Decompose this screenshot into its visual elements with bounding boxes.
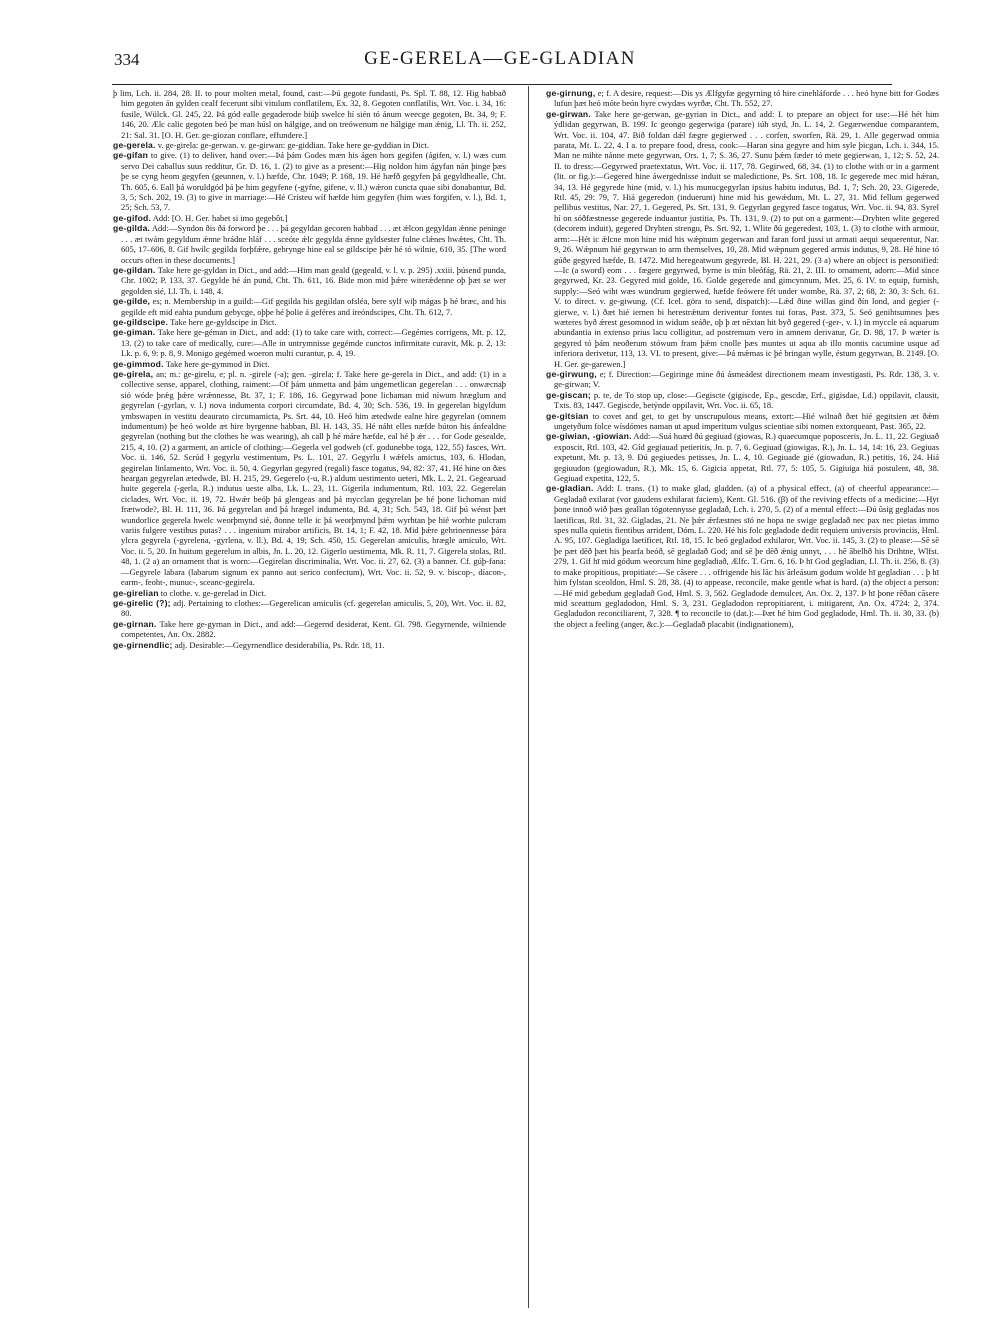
dictionary-entry (113, 140, 506, 150)
column-divider (528, 86, 529, 1308)
entry-headword: ge-gimmod. (113, 358, 164, 369)
dictionary-entry (113, 88, 506, 140)
entry-headword: ge-gifod. (113, 212, 152, 223)
entry-text: þ lim, Lch. ii. 284, 28. II. to pour molten metal, found, cast:—Þú gegote fundasti, Ps. Spl. T. 88, 12. Hig habbað him gegoten án gylden cealf fecerunt sibi vitulum conflatilem, Ex. 32, 8. Gegoten conflatilis, Wrt. Voc. i. 34, 16: fusile, Wülck. Gl. 245, 22. Þá gód ealle gegaderode biúþ swelce hí sién tó ánum weecge gegoten, Bt. 34, 9; F. 146, 20. Ælc calic gegoten beó þe man húsl on hálgige, and on treówenum ne hálgige man ǽnig, Ll. Th. ii. 252, 21: Sal. 31. [O. H. Ger. ge-giozan conflare, effundere.] (113, 88, 506, 140)
left-column (113, 88, 506, 1328)
entry-text: p. te, de To stop up, close:—Gegiscte (gigiscde, Ep., gescdæ, Erf., gigisdae, Ld.) oppilavit, clausit, Txts. 83, 1447. Gegiscde, betýnde oppilavit, Wrt. Voc. ii. 65, 18. (554, 389, 939, 411)
dictionary-entry (546, 369, 939, 390)
entry-text: adj. Pertaining to clothes:—Gegerelican amiculis (cf. gegerelan amiculis, 5, 20), Wrt. Voc. ii. 82, 80. (121, 597, 506, 619)
entry-headword: ge-giwian, -giowian. (546, 431, 632, 442)
entry-headword: ge-giman. (113, 327, 156, 338)
entry-text: Take here ge-gerwan, ge-gyrian in Dict., and add: I. to prepare an object for use:—Hé hét him ýdlidan gegyrwan, B. 199. Ic geongo gegerwiga (parare) iúh styd, Jn. L. 14, 2. Gegærwendue comparantem, Wrt. Voc. ii. 104, 47. Bið foldan dǽl fægre gegierwed . . . corfen, sworfen, Rä. 29, 1. Alle gegerwad omnia parata, Mt. L. 22, 4. I a. to prepare food, dress, cook:—Haran sina gegyre and him syle þicgan, Lch. i. 344, 15. Man ne mihte nánne mete gegyrwan, Ors. 1, 7; S. 36, 27. Sunu þǽm fæder tó mete gegierwan, 1, 12; S. 52, 24. II. to dress:—Gegyrwed praetextatus, Wrt. Voc. ii. 117, 78. Gegirwed, 68, 34. (1) to clothe with or in a garment (lit. or fig.):—Gegered hine áwergednisse induit se maledictione, Ps. Srt. 108, 18. Ic gegerede mec mid hǽran, 34, 13. Hé gegyrede hine (mid, v. l.) his munucgegyrlan ipsius habitu indutus, Bd. 1, 7; Sch. 20, 23. Gigerede, Rtl. 45, 29: 79, 7. Hiá gegeredon (induerunt) hine mid his gewǽdum, Mt. L. 27, 31. Mid fellum gegerwed pellibus vestitus, Nar. 27, 1. Gegered, Ps. Srt. 131, 9. Gegyrlan gegyred fasce togatus, Wrt. Voc. ii. 94, 83. Syrel hí on sóðfæstnesse gegerede induantur justitia, Ps. Th. 131, 9. (2) to put on a garment:—Dryhten wlite gegered (decorem induit), gegered Dryhten strengu, Ps. Srt. 92, 1. Wlite ðú gegeredest, 103, 1. (3) to clothe with armour, arm:—Hét ic ǽlcne mon hine mid his wǽpnum gegerwan and faran ford jussi ut armati aequi sequerentur, Nar. 9, 26. Wǽpnum hié gegyrwan to arm themselves, 10, 28. Mid wǽpnum gegered armis indutus, 9, 28. Hé hine tó gúðe gegyred hæfde, B. 1472. Mid heregeatwum gegyrede, Bl. H. 221, 29. (3 a) where an object is personified:—Ic (a sword) eom . . . fægere gegyrwed, byrne is mín bleófág, Rä. 21, 2. III. to ornament, adorn:—Mid since gegyrwed, Kr. 23. Gegyred mid golde, 16. Golde gegerede and gimcynnum, Met. 25, 6. IV. to equip, furnish, supply:—Seó wiht wæs wundrum gegierwed, hæfde feówere fét under wombe, Rä. 37, 2; 68, 2: 30, 3: Sch. 61. V. to direct. v. ge-giwung. (Cf. Icel. göra to send, dispatch):—Lǽd ðine willas gind ðín lond, and gegier (-gierwe, v. l.) ðæt hié iernen bi herestrǽtum deriventur fontes tui foras, Past. 373, 5. Seó genihtsumnes þæs wæteres byð ǽrest gesomnod in widum seáðe, oþ þ æt nēxtan hit byð gegered (-ger-, v. l.) in myccle eá aquarum abundantia in extenso prius lacu colligitur, ad postremum vero in amnem derivatur, Gr. D. 98, 17. Þ wæter is gegyred tó þám neoðerum stówum fram þǽm cnolle þæs muntes ut aqua ab illo montis cacumine usque ad inferiora derivetur, 113, 13. VI. to present, give:—Þá mǽmas ic þé bringan wylle, éstum gegyrwan, B. 2149. [O. H. Ger. ge-garewen.] (554, 108, 939, 369)
entry-text: adj. Desirable:—Gegyrnendlice desiderabilia, Ps. Rdr. 18, 11. (174, 639, 385, 650)
entry-headword: ge-gerela. (113, 140, 156, 151)
dictionary-entry (546, 431, 939, 483)
right-column (546, 88, 939, 1328)
dictionary-entry (113, 327, 506, 358)
entry-headword: ge-giscan; (546, 389, 591, 400)
entry-text: Add:—Suá huæd ðú gegiuad (giowas, R.) quaecumque poposceris, Jn. L. 11, 22. Gegiuað exposcit, Rtl. 103, 42. Gíd gegiauad petieritis, Jn. p. 7, 6. Gegiuad (giowigas, R.), Jn. L. 14, 14: 16, 23. Gegiuas expetunt, Mt. p. 13, 9. Ðú gegiuedes petisses, Jn. L. 4, 10. Gegiuade gié (giowadun, R.) petitis, 16, 24. Hiá gegiuudon (gegiowadun, R.), Mk. 15, 6. Gigicia appetat, Rtl. 77, 5: 105, 5. Gigiuiga hiá postulent, 48, 38. Gegiuad expetita, 122, 5. (554, 431, 939, 484)
entry-text: v. ge-girela: ge-gerwan. v. ge-girwan: ge-giddian. Take here ge-gyddian in Dict. (157, 140, 429, 151)
dictionary-entry (546, 88, 939, 109)
entry-text: es; n. Membership in a guild:—Gif gegilda his gegildan ofsléa, bere sylf wiþ mágas þ hé bræc, and his gegilde eft mid eahta pundum gebycge, oþþe hé þolie á geféres and íreóndscipes, Cht. Th. 612, 7. (121, 296, 506, 317)
entry-text: Add: I. trans. (1) to make glad, gladden. (a) of a physical effect, (a) of cheerful appearance:—Gegladað exilarat (vor gaudens exhilarat faciem), Kent. Gl. 516. (β) of the reviving effects of a medicine:—Hyt þone innoð wið þæs geallan tógotennysse gegladað, Lch. i. 270, 5. (2) of a mental effect:—Ðú ūsig gegladas nos laetificas, Rtl. 31, 32. Gigladas, 21. Ne þǽr ǽrfæstnes sīó ne hopa ne swige gegladað nec pax nec pietas immo spes nulla quietis fientibus arrident, Dóm. L. 220. Hé his folc gegladode dedit requiem universis provinciis, Hml. A. 95, 107. Gegladiga laetificet, Rtl. 18, 15. Ic beó gegladod exhilaror, Wrt. Voc. ii. 145, 3. (2) to please:—Sē sē þe pæt dēð þæt his þearfa beóð, sē gegladað God; and sē þe dēð ǽnig unnyt, . . . hē ābelhð his Drihtne, Wlfst. 279, 1. Gif hī mid gódum weorcum hine gegladiað, Ælfc. T. Grn. 6, 16. Þ hī God gegladian, Ll. Th. ii. 256, 8. (3) to make propitious, propitiate:—Se cāsere . . . offrigende his lāc his ārleásum godum wolde hī gegladian . . . þ hī him fylstan sceoldon, Hml. S. 28, 38. (4) to appease, reconcile, make gentle what is hard. (a) the object a person:—Hé mid gebedum gegladað God, Hml. S. 3, 562. Gegladode demulcet, An. Ox. 2, 137. Þ hī þone rēðan cāsere mid sceattum gegladodon, Hml. S. 3, 231. Gegladodon repropitiarent, i. mitigarent, An. Ox. 4724: 2, 374. Gegladudon reconciliarent, 7, 328. ¶ to reconcile to (dat.):—Þæt hé him God gegladode, Hml. Th. ii. 30, 33. (b) the object a feeling (anger, &c.):—Gegladað placabit (indignationem), (554, 483, 939, 629)
dictionary-entry (113, 588, 506, 598)
entry-headword: ge-gifan (113, 150, 149, 161)
entry-headword: ge-girwung, (546, 368, 597, 379)
dictionary-entry (113, 619, 506, 640)
dictionary-entry (113, 598, 506, 619)
entry-headword: ge-gildan. (113, 264, 156, 275)
entry-headword: ge-girela, (113, 368, 154, 379)
entry-text: to give. (1) to deliver, hand over:—Þá þám Godes mæn his ágen hors gegifen (ágifen, v. l.) wæs cum servo Dei caballus suus redditur, Gr. D. 16, 1. (2) to give as a present:—Hig noldon him ágyfan nán þinge þæs þe se cyng heom gegyfen (geunnen, v. l.) hæfde, Chr. 1049; P. 168, 19. Hé hæfð gegyfen þá gegyldhealle, Cht. Th. 605, 6. Eall þá woruldgód þá þe him gegyfene (-gyfne, gifene, v. ll.) wǽron cuncta quae sibi donabantur, Bd. 3, 5; Sch. 202, 19. (3) to give in marriage:—Hé Cristeu wíf hæfde him gegyfen (him wæs forgifen, v. l.), Bd. 1, 25; Sch. 53, 7. (121, 150, 506, 213)
dictionary-entry (546, 483, 939, 629)
dictionary-entry (113, 265, 506, 296)
page-title: GE-GERELA—GE-GLADIAN (364, 48, 636, 69)
entry-text: to covet and get, to get by unscrupulous means, extort:—Hié wilnað ðæt hié gegitsien æt ðǽm ungetyðum folce wísdómes naman ut apud imperitum vulgus scientiae sibi nomen extorqueant, Past. 365, 22. (554, 410, 939, 431)
entry-text: e; f. A desire, request:—Dis ys Ælfgyfæ gegyrning tó hire cinehláforde . . . heó hyne bitt for Godæs lufun þæt heó móte beón hyre cwydæs wyrðæ, Cht. Th. 552, 27. (554, 88, 939, 109)
header-rule (112, 84, 892, 85)
entry-text: Add:—Syndon ðis ðá forword þe . . . þá gegyldan gecoren habbad . . . æt ǽlcon gegyldan ǽnne peninge . . . æt twám gegyldum ǽnne brádne hláf . . . sceóte ǽlc gegylda ǽnne gyldsester fulne clǽnes hwǽtes, Cht. Th. 605, 17–606, 8. Gif hwilc gegilda forþfǽre, gebrynge hine eal se gildscipe þǽr hé tó wilnie, 610, 35. [The word occurs often in these documents.] (121, 223, 506, 265)
dictionary-entry (546, 411, 939, 432)
dictionary-entry (113, 296, 506, 317)
dictionary-entry (113, 213, 506, 223)
dictionary-entry (113, 359, 506, 369)
dictionary-entry (113, 640, 506, 650)
entry-text: e; f. Direction:—Gegiringe mine ðú ásmeádest directionem meam investigasti, Ps. Rdr. 138, 3. v. ge-girwan; V. (554, 368, 939, 390)
dictionary-entry (546, 390, 939, 411)
entry-headword: ge-gladian. (546, 483, 594, 494)
dictionary-entry (113, 223, 506, 265)
entry-headword: ge-girnendlic; (113, 639, 173, 650)
entry-text: Add: [O. H. Ger. habet si imo gegebôt.] (152, 212, 288, 223)
entry-headword: ge-girnan. (113, 618, 157, 629)
dictionary-entry (113, 150, 506, 212)
entry-text: an; m.: ge-girelu, e; pl. n. -girele (-a); gen. -girela; f. Take here ge-gerela in Dict., and add: (1) in a collective sense, apparel, clothing, raiment:—Of þám unmetta and þám ungemetlican gegerelan . . . onwæcnaþ sió wóde þrǽg þǽre wrǽnnesse, Bt. 37, 1; F. 186, 16. Gegyrwad þone lichaman mid níwum hræglum and gegyrelan (-gyrlan, v. l.) nova indumenta corpori circumdate, Bd. 4, 30; Sch. 536, 19. In gegerelan bigyldum ymbswapen in vestitu deaurato circumamicta, Ps. Srt. 44, 10. Heó him ætedwde ealne hire gegyrelan (omnem indumentum) þe heó wolde æt hire byrgenne habban, Bl. H. 143, 35. Hé náht elles næfde búton his ánfealdne gegyrelan (nothing but the clothes he was wearing), ah call þ hé máre hæfde, eal hé þ ǽr . . . for Gode gesealde, 215, 4, 10. (2) a garment, an article of clothing:—Gegerla vel godweb (cf. godunebbe toga, 122, 55) fasces, Wrt. Voc. ii. 146, 52. Scrúd ł gegyrlu vestimentum, Ps. L. 101, 27. Gegyrlu ł wǽfels amictus, 103, 6. Hlodan, gegirelan linlamento, Wrt. Voc. ii. 50, 4. Gegyrlan gegyred (regali) fasce togatus, 94, 82: 37, 41. Hé hine on ðæs heargan gegyrelan ætedwde, Bl. H. 215, 29. Gegerelo (-u, R.) aldum uestimento ueteri, Mk. L. 2, 21. Gegearuad huite gegerela (-gerla, R.) indutus ueste alba, Lk. L. 23, 11. Gigerila indumentum, Rtl. 103, 22. Gegerelan ciclades, Wrt. Voc. ii. 19, 72. Hwǽr beóþ þá glengeas and þá mycclan gegyrelan þe hé þone lichoman mid frætwode?, Bl. H. 111, 36. Þá gegyrelan and þá hrægel indumenta, Bd. 4, 31; Sch. 543, 18. Gif þú wénst þæt wundorlice gegerela hwelc weorþmynd sié, ðonne telle ic þá weorþmynd þǽm wyrhtan þe hié worhte pulcram variis fulgere vestibus putas? . . . ingenium mirabor artificis, Bt. 14, 1; F. 42, 18. Mid þǽre gehrinennesse þára ylcra gegyrela (-gyrelena, -gyrlena, v. ll.), Bd. 4, 19; Sch. 450, 15. Gegerelan amiculis, hrægle amiculo, Wrt. Voc. ii. 5, 20. In huitum gegerelum in albis, Jn. L. 20, 12. Gigerlo uestimenta, Mk. R. 11, 7. Gigerela stolas, Rtl. 48, 1. (2 a) an ornament that is worn:—Gegirelan discriminalia, Wrt. Voc. ii. 27, 62. (3) a banner. Cf. gúþ-fana:—Gegyrele labara (labarum signum ex panno aut serico confectum), Wrt. Voc. ii. 52, 9. v. biscop-, díacon-, earm-, feoht-, munuc-, sceanc-gegirela. (121, 368, 506, 588)
entry-headword: ge-girelian (113, 587, 159, 598)
entry-headword: ge-girnung, (546, 88, 596, 98)
entry-headword: ge-girelic (?); (113, 597, 171, 608)
entry-text: Take here ge-gymmod in Dict. (165, 358, 270, 369)
entry-text: Take here ge-gyldscipe in Dict. (170, 316, 277, 327)
dictionary-entry (113, 317, 506, 327)
entry-text: Take here ge-gyrnan in Dict., and add:—Gegernd desiderat, Kent. Gl. 798. Gegyrnende, wilniende competentes, An. Ox. 2882. (121, 618, 506, 640)
dictionary-entry (546, 109, 939, 369)
entry-headword: ge-gilde, (113, 296, 151, 307)
entry-text: to clothe. v. ge-gerelad in Dict. (160, 587, 266, 598)
entry-headword: ge-gitsian (546, 410, 589, 421)
entry-headword: ge-gildscipe. (113, 316, 169, 327)
entry-text: Take here ge-gyldan in Dict., and add:—Him man geald (gegeald, v. l. v. p. 295) .xxiii. þúsend punda, Chr. 1002; P. 133, 37. Gegylde hé án pund, Cht. Th. 611, 16. Bide mon mid þǽre witerǽdenne oþ þæt se wer gegolden sié, Ll. Th. i. 148, 4. (121, 264, 506, 296)
dictionary-entry (113, 369, 506, 588)
entry-headword: ge-girwan. (546, 108, 591, 119)
entry-text: Take here ge-géman in Dict., and add: (1) to take care with, correct:—Gegémes corrigens, Mt. p. 12, 13. (2) to take care of medically, cure:—Alle in untrymnisse gegémde cunctos infirmitate curavit, Mk. p. 2, 13: Lk. p. 6, 9: p. 8, 9. Monigo gegémed woeron multi curantur, p. 4, 19. (121, 327, 506, 359)
page-number: 334 (114, 50, 140, 69)
entry-headword: ge-gilda. (113, 223, 151, 234)
